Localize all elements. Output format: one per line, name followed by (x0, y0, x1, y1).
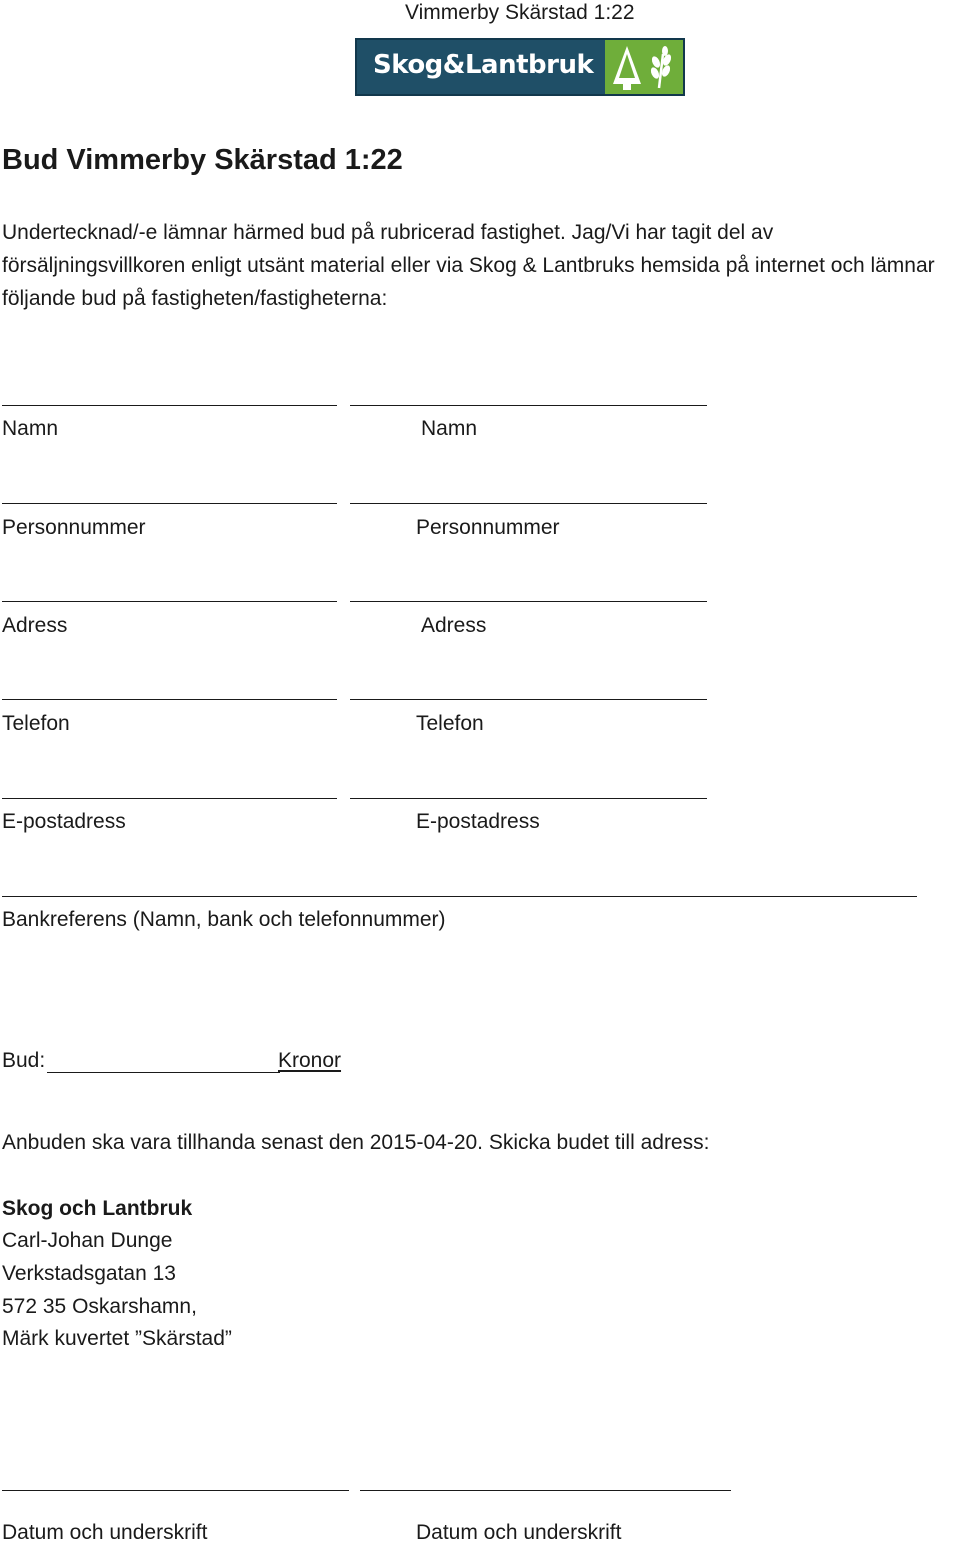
bankreferens-label: Bankreferens (Namn, bank och telefonnummer) (2, 908, 446, 931)
bid-label: Bud: (2, 1049, 46, 1072)
signature-1-label: Datum och underskrift (2, 1521, 208, 1544)
name-2-line[interactable] (350, 405, 707, 406)
telefon-1-line[interactable] (2, 699, 337, 700)
address-postal: 572 35 Oskarshamn, (2, 1295, 197, 1318)
name-1-line[interactable] (2, 405, 337, 406)
address-contact: Carl-Johan Dunge (2, 1229, 173, 1252)
epost-1-line[interactable] (2, 798, 337, 799)
company-logo (355, 38, 685, 96)
telefon-1-label: Telefon (2, 712, 70, 735)
adress-2-line[interactable] (350, 601, 707, 602)
bid-amount-line[interactable] (47, 1072, 280, 1073)
signature-2-label: Datum och underskrift (416, 1521, 622, 1544)
logo-wordmark: Skog&Lantbruk (373, 50, 594, 80)
address-note: Märk kuvertet ”Skärstad” (2, 1327, 232, 1350)
epost-2-line[interactable] (350, 798, 707, 799)
tree-wheat-icon (605, 40, 683, 94)
personnummer-2-line[interactable] (350, 503, 707, 504)
personnummer-2-label: Personnummer (416, 516, 560, 539)
signature-2-line[interactable] (360, 1490, 731, 1491)
signature-1-line[interactable] (2, 1490, 349, 1491)
deadline-text: Anbuden ska vara tillhanda senast den 2015-04-20. Skicka budet till adress: (2, 1131, 710, 1154)
personnummer-1-line[interactable] (2, 503, 337, 504)
bankreferens-line[interactable] (2, 896, 917, 897)
intro-paragraph: Undertecknad/-e lämnar härmed bud på rubricerad fastighet. Jag/Vi har tagit del av försäljningsvillkoren enligt utsänt material eller via Skog & Lantbruks hemsida på internet och lämnar följande bud på fastigheten/fastigheterna: (2, 221, 935, 310)
adress-1-label: Adress (2, 614, 68, 637)
name-2-label: Namn (421, 417, 478, 440)
address-company: Skog och Lantbruk (2, 1197, 193, 1220)
epost-2-label: E-postadress (416, 810, 540, 833)
page-title: Bud Vimmerby Skärstad 1:22 (2, 144, 403, 176)
bid-currency: Kronor (278, 1049, 342, 1072)
adress-2-label: Adress (421, 614, 487, 637)
address-street: Verkstadsgatan 13 (2, 1262, 176, 1285)
adress-1-line[interactable] (2, 601, 337, 602)
personnummer-1-label: Personnummer (2, 516, 146, 539)
logo-badge (605, 40, 683, 94)
name-1-label: Namn (2, 417, 59, 440)
document-header: Vimmerby Skärstad 1:22 (405, 1, 635, 24)
telefon-2-line[interactable] (350, 699, 707, 700)
telefon-2-label: Telefon (416, 712, 484, 735)
epost-1-label: E-postadress (2, 810, 126, 833)
